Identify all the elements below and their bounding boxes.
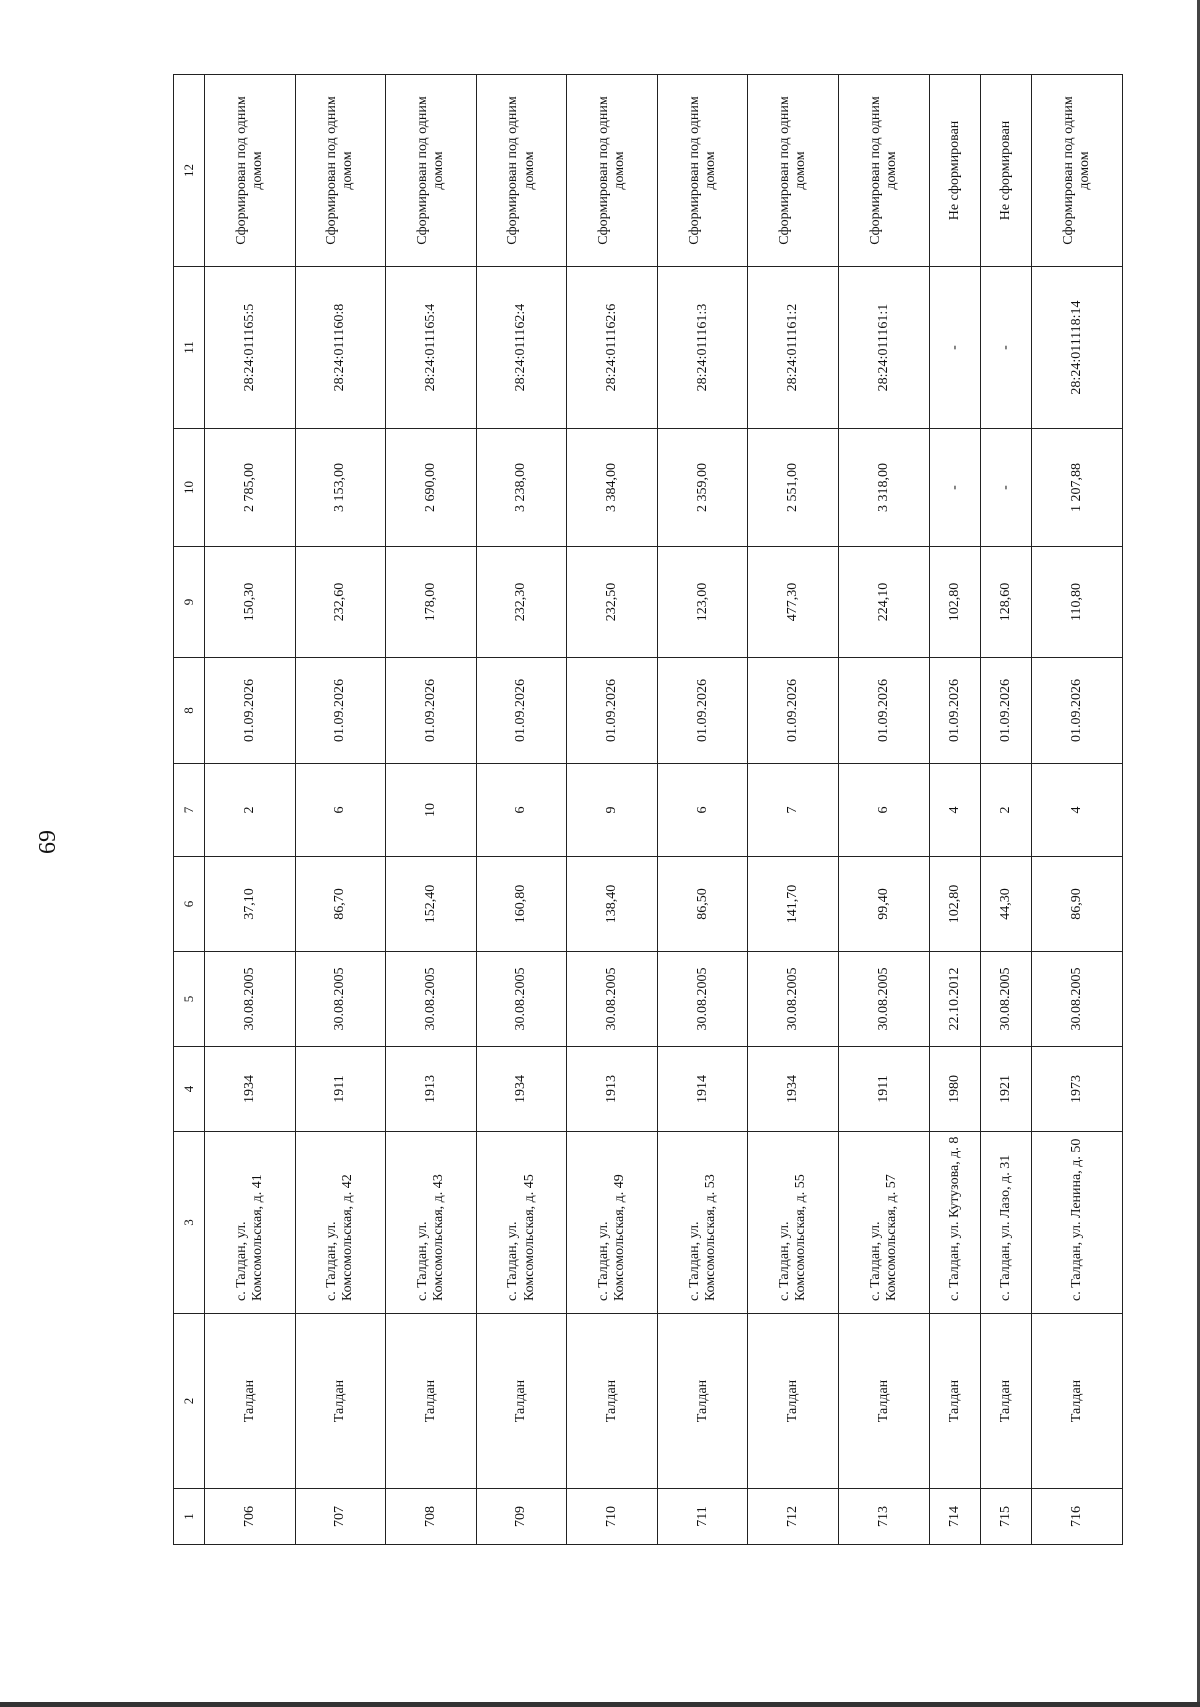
- area-total-cell: 128,60: [981, 547, 1032, 658]
- date-cell: 30.08.2005: [1032, 952, 1123, 1047]
- deadline-cell: 01.09.2026: [748, 658, 839, 764]
- deadline-cell: 01.09.2026: [386, 658, 477, 764]
- area-cell: 44,30: [981, 857, 1032, 952]
- date-cell: 30.08.2005: [386, 952, 477, 1047]
- table-row: [205, 75, 296, 1545]
- year-built-cell: 1911: [839, 1047, 930, 1132]
- settlement-cell: Талдан: [929, 1314, 980, 1489]
- row-number-cell: 712: [748, 1489, 839, 1545]
- cadastral-number-cell: 28:24:011165:4: [386, 267, 477, 429]
- settlement-cell: Талдан: [839, 1314, 930, 1489]
- column-number: 2: [174, 1314, 205, 1489]
- cost-cell: 3 153,00: [295, 429, 386, 547]
- count-cell: 10: [386, 764, 477, 857]
- address-cell: с. Талдан, ул. Комсомольская, д. 41: [205, 1132, 296, 1314]
- cadastral-number-cell: 28:24:011161:2: [748, 267, 839, 429]
- cadastral-number-cell: 28:24:011162:6: [567, 267, 658, 429]
- deadline-cell: 01.09.2026: [205, 658, 296, 764]
- cost-cell: 3 238,00: [476, 429, 567, 547]
- year-built-cell: 1934: [748, 1047, 839, 1132]
- deadline-cell: 01.09.2026: [476, 658, 567, 764]
- deadline-cell: 01.09.2026: [567, 658, 658, 764]
- deadline-cell: 01.09.2026: [657, 658, 748, 764]
- cost-cell: -: [929, 429, 980, 547]
- column-number: 3: [174, 1132, 205, 1314]
- table-row: [839, 75, 930, 1545]
- address-cell: с. Талдан, ул. Комсомольская, д. 57: [839, 1132, 930, 1314]
- date-cell: 30.08.2005: [981, 952, 1032, 1047]
- count-cell: 7: [748, 764, 839, 857]
- area-total-cell: 232,50: [567, 547, 658, 658]
- column-number-row: [174, 75, 205, 1545]
- count-cell: 4: [1032, 764, 1123, 857]
- row-number-cell: 714: [929, 1489, 980, 1545]
- area-cell: 86,50: [657, 857, 748, 952]
- count-cell: 6: [839, 764, 930, 857]
- year-built-cell: 1911: [295, 1047, 386, 1132]
- area-cell: 37,10: [205, 857, 296, 952]
- row-number-cell: 709: [476, 1489, 567, 1545]
- date-cell: 30.08.2005: [295, 952, 386, 1047]
- date-cell: 30.08.2005: [748, 952, 839, 1047]
- area-cell: 141,70: [748, 857, 839, 952]
- settlement-cell: Талдан: [386, 1314, 477, 1489]
- table-row: [748, 75, 839, 1545]
- area-cell: 138,40: [567, 857, 658, 952]
- status-cell: Не сформирован: [981, 75, 1032, 267]
- count-cell: 9: [567, 764, 658, 857]
- deadline-cell: 01.09.2026: [295, 658, 386, 764]
- status-cell: Сформирован под одним домом: [748, 75, 839, 267]
- status-cell: Не сформирован: [929, 75, 980, 267]
- cost-cell: 2 551,00: [748, 429, 839, 547]
- year-built-cell: 1980: [929, 1047, 980, 1132]
- table-row: [981, 75, 1032, 1545]
- area-total-cell: 150,30: [205, 547, 296, 658]
- date-cell: 22.10.2012: [929, 952, 980, 1047]
- table-row: [295, 75, 386, 1545]
- table-wrapper: [173, 75, 1123, 1545]
- table-row: [657, 75, 748, 1545]
- table-row: [1032, 75, 1123, 1545]
- address-cell: с. Талдан, ул. Комсомольская, д. 43: [386, 1132, 477, 1314]
- housing-registry-table: [173, 74, 1123, 1545]
- row-number-cell: 713: [839, 1489, 930, 1545]
- table-row: [929, 75, 980, 1545]
- table-row: [386, 75, 477, 1545]
- row-number-cell: 708: [386, 1489, 477, 1545]
- year-built-cell: 1934: [205, 1047, 296, 1132]
- settlement-cell: Талдан: [657, 1314, 748, 1489]
- address-cell: с. Талдан, ул. Комсомольская, д. 53: [657, 1132, 748, 1314]
- count-cell: 6: [476, 764, 567, 857]
- area-total-cell: 232,30: [476, 547, 567, 658]
- row-number-cell: 710: [567, 1489, 658, 1545]
- cost-cell: 2 690,00: [386, 429, 477, 547]
- settlement-cell: Талдан: [205, 1314, 296, 1489]
- settlement-cell: Талдан: [748, 1314, 839, 1489]
- area-cell: 86,70: [295, 857, 386, 952]
- status-cell: Сформирован под одним домом: [295, 75, 386, 267]
- column-number: 4: [174, 1047, 205, 1132]
- address-cell: с. Талдан, ул. Комсомольская, д. 49: [567, 1132, 658, 1314]
- area-cell: 86,90: [1032, 857, 1123, 952]
- area-cell: 152,40: [386, 857, 477, 952]
- column-number: 11: [174, 267, 205, 429]
- scan-edge-bottom: [0, 1702, 1200, 1707]
- status-cell: Сформирован под одним домом: [657, 75, 748, 267]
- count-cell: 6: [657, 764, 748, 857]
- area-cell: 102,80: [929, 857, 980, 952]
- cadastral-number-cell: -: [981, 267, 1032, 429]
- year-built-cell: 1921: [981, 1047, 1032, 1132]
- cadastral-number-cell: 28:24:011160:8: [295, 267, 386, 429]
- column-number: 9: [174, 547, 205, 658]
- address-cell: с. Талдан, ул. Лазо, д. 31: [981, 1132, 1032, 1314]
- date-cell: 30.08.2005: [476, 952, 567, 1047]
- area-total-cell: 477,30: [748, 547, 839, 658]
- column-number: 1: [174, 1489, 205, 1545]
- cadastral-number-cell: 28:24:011161:3: [657, 267, 748, 429]
- count-cell: 4: [929, 764, 980, 857]
- area-total-cell: 102,80: [929, 547, 980, 658]
- address-cell: с. Талдан, ул. Ленина, д. 50: [1032, 1132, 1123, 1314]
- year-built-cell: 1913: [386, 1047, 477, 1132]
- area-total-cell: 232,60: [295, 547, 386, 658]
- address-cell: с. Талдан, ул. Кутузова, д. 8: [929, 1132, 980, 1314]
- count-cell: 6: [295, 764, 386, 857]
- row-number-cell: 716: [1032, 1489, 1123, 1545]
- table-row: [567, 75, 658, 1545]
- column-number: 6: [174, 857, 205, 952]
- cost-cell: 2 359,00: [657, 429, 748, 547]
- cost-cell: 2 785,00: [205, 429, 296, 547]
- rotated-table: [173, 75, 1123, 1545]
- cadastral-number-cell: -: [929, 267, 980, 429]
- year-built-cell: 1934: [476, 1047, 567, 1132]
- year-built-cell: 1973: [1032, 1047, 1123, 1132]
- cadastral-number-cell: 28:24:011118:14: [1032, 267, 1123, 429]
- row-number-cell: 707: [295, 1489, 386, 1545]
- area-total-cell: 123,00: [657, 547, 748, 658]
- column-number: 5: [174, 952, 205, 1047]
- settlement-cell: Талдан: [981, 1314, 1032, 1489]
- page-number: 69: [35, 830, 61, 854]
- settlement-cell: Талдан: [476, 1314, 567, 1489]
- column-number: 8: [174, 658, 205, 764]
- settlement-cell: Талдан: [567, 1314, 658, 1489]
- date-cell: 30.08.2005: [567, 952, 658, 1047]
- status-cell: Сформирован под одним домом: [476, 75, 567, 267]
- table-row: [476, 75, 567, 1545]
- address-cell: с. Талдан, ул. Комсомольская, д. 55: [748, 1132, 839, 1314]
- cost-cell: 3 318,00: [839, 429, 930, 547]
- status-cell: Сформирован под одним домом: [386, 75, 477, 267]
- settlement-cell: Талдан: [1032, 1314, 1123, 1489]
- column-number: 10: [174, 429, 205, 547]
- address-cell: с. Талдан, ул. Комсомольская, д. 45: [476, 1132, 567, 1314]
- cost-cell: 1 207,88: [1032, 429, 1123, 547]
- count-cell: 2: [981, 764, 1032, 857]
- date-cell: 30.08.2005: [205, 952, 296, 1047]
- row-number-cell: 706: [205, 1489, 296, 1545]
- cost-cell: -: [981, 429, 1032, 547]
- date-cell: 30.08.2005: [657, 952, 748, 1047]
- area-cell: 160,80: [476, 857, 567, 952]
- deadline-cell: 01.09.2026: [981, 658, 1032, 764]
- year-built-cell: 1914: [657, 1047, 748, 1132]
- deadline-cell: 01.09.2026: [1032, 658, 1123, 764]
- cadastral-number-cell: 28:24:011162:4: [476, 267, 567, 429]
- cost-cell: 3 384,00: [567, 429, 658, 547]
- area-cell: 99,40: [839, 857, 930, 952]
- column-number: 12: [174, 75, 205, 267]
- status-cell: Сформирован под одним домом: [567, 75, 658, 267]
- date-cell: 30.08.2005: [839, 952, 930, 1047]
- settlement-cell: Талдан: [295, 1314, 386, 1489]
- area-total-cell: 224,10: [839, 547, 930, 658]
- column-number: 7: [174, 764, 205, 857]
- row-number-cell: 715: [981, 1489, 1032, 1545]
- deadline-cell: 01.09.2026: [929, 658, 980, 764]
- area-total-cell: 110,80: [1032, 547, 1123, 658]
- area-total-cell: 178,00: [386, 547, 477, 658]
- count-cell: 2: [205, 764, 296, 857]
- table-body: [205, 75, 1123, 1545]
- address-cell: с. Талдан, ул. Комсомольская, д. 42: [295, 1132, 386, 1314]
- deadline-cell: 01.09.2026: [839, 658, 930, 764]
- cadastral-number-cell: 28:24:011165:5: [205, 267, 296, 429]
- status-cell: Сформирован под одним домом: [205, 75, 296, 267]
- cadastral-number-cell: 28:24:011161:1: [839, 267, 930, 429]
- row-number-cell: 711: [657, 1489, 748, 1545]
- status-cell: Сформирован под одним домом: [839, 75, 930, 267]
- status-cell: Сформирован под одним домом: [1032, 75, 1123, 267]
- year-built-cell: 1913: [567, 1047, 658, 1132]
